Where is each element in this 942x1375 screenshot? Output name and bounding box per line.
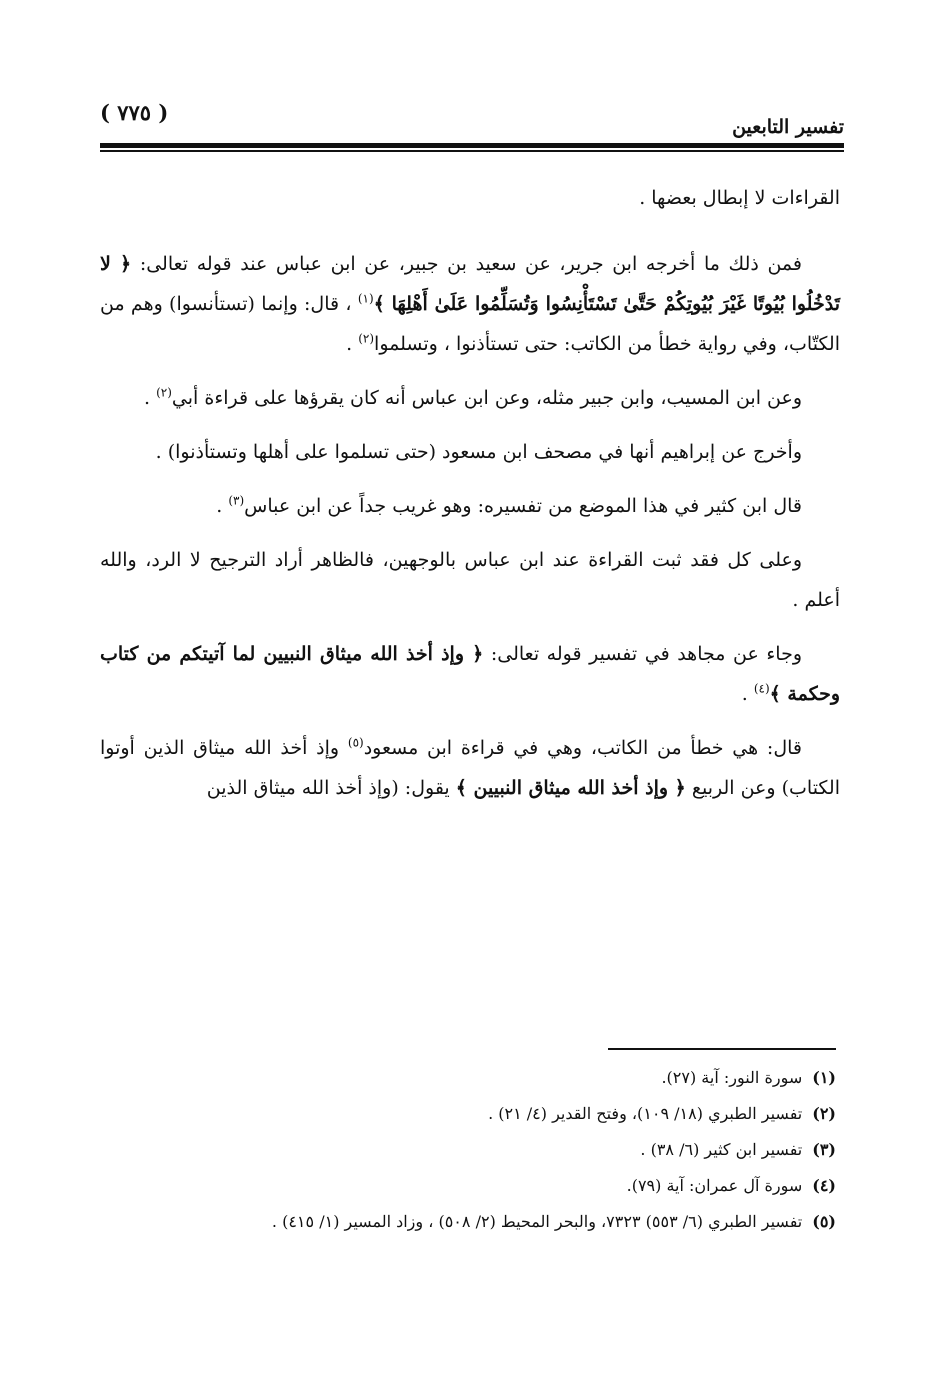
paragraph-text: . <box>216 495 229 517</box>
footnote-text: سورة آل عمران: آية (٧٩). <box>626 1176 803 1195</box>
paragraph <box>100 486 840 526</box>
footnote-text: سورة النور: آية (٢٧). <box>661 1068 803 1087</box>
paragraph <box>100 378 840 418</box>
paragraph-text: فمن ذلك ما أخرجه ابن جرير، عن سعيد بن جبير، عن ابن عباس عند قوله تعالى: <box>131 253 802 275</box>
paragraph-text: ، قال: وإنما (تستأنسوا) وهم من الكتّاب، وفي رواية خطأ من الكاتب: حتى تستأذنوا ، وتسلموا <box>100 293 840 355</box>
paragraph-text: . <box>346 333 359 355</box>
footnote-ref: (٢) <box>156 385 172 400</box>
footnote-text: تفسير الطبري (١٨/ ١٠٩)، وفتح القدير (٤/ ٢١) . <box>488 1104 803 1123</box>
paragraph-text: وأخرج عن إبراهيم أنها في مصحف ابن مسعود (حتى تسلموا على أهلها وتستأذنوا) . <box>155 441 802 463</box>
header-rule-thick <box>100 143 844 148</box>
paragraph-text: قال ابن كثير في هذا الموضع من تفسيره: وهو غريب جداً عن ابن عباس <box>244 495 802 517</box>
footnote-ref: (٤) <box>753 681 770 696</box>
footnote-number: (٢) <box>812 1104 836 1123</box>
footnote-number: (١) <box>812 1068 836 1087</box>
body-text <box>100 178 840 822</box>
quran-quote: ﴿ لا تَدْخُلُوا بُيُوتًا غَيْرَ بُيُوتِكُمْ حَتَّىٰ تَسْتَأْنِسُوا وَتُسَلِّمُوا عَلَىٰ أَهْلِهَا ﴾ <box>100 253 840 315</box>
paragraph <box>100 244 840 364</box>
paragraph-text: . <box>741 683 754 705</box>
paragraph-text: وإذ أخذ الله ميثاق الذين أوتوا الكتاب) وعن الربيع <box>100 737 840 799</box>
running-title: تفسير التابعين <box>732 116 844 138</box>
paragraph-text: . <box>144 387 157 409</box>
paragraph <box>100 540 840 620</box>
footnotes <box>100 1060 836 1240</box>
footnote-separator <box>608 1048 836 1050</box>
page-number: ( ٧٧٥ ) <box>100 100 169 125</box>
footnote-text: تفسير الطبري (٦/ ٥٥٣) ٧٣٢٣، والبحر المحيط (٢/ ٥٠٨) ، وزاد المسير (١/ ٤١٥) . <box>271 1212 803 1231</box>
footnote-number: (٤) <box>812 1176 836 1195</box>
quran-quote: ﴿ وإذ أخذ الله ميثاق النبيين لما آتيتكم من كتاب وحكمة ﴾ <box>100 643 840 705</box>
paragraph <box>100 178 840 218</box>
paragraph <box>100 728 840 808</box>
footnote <box>100 1060 836 1096</box>
paragraph-text: قال: هي خطأ من الكاتب، وهي في قراءة ابن مسعود <box>363 737 803 759</box>
paragraph-text: وجاء عن مجاهد في تفسير قوله تعالى: <box>483 643 802 665</box>
footnote <box>100 1132 836 1168</box>
footnote-ref: (٢) <box>358 331 375 346</box>
footnote-ref: (١) <box>357 291 374 306</box>
paragraph-text: وعن ابن المسيب، وابن جبير مثله، وعن ابن عباس أنه كان يقرؤها على قراءة أبي <box>171 387 802 409</box>
footnote <box>100 1168 836 1204</box>
paragraph-text: وعلى كل فقد ثبت القراءة عند ابن عباس بالوجهين، فالظاهر أراد الترجيح لا الرد، والله أعلم . <box>100 549 840 611</box>
footnote-number: (٣) <box>812 1140 836 1159</box>
footnote <box>100 1096 836 1132</box>
footnote-text: تفسير ابن كثير (٦/ ٣٨) . <box>640 1140 803 1159</box>
footnote-ref: (٣) <box>228 493 245 508</box>
header-rule-thin <box>100 150 844 152</box>
page-header <box>100 96 844 146</box>
footnote-ref: (٥) <box>347 735 364 750</box>
footnote-number: (٥) <box>812 1212 836 1231</box>
footnote <box>100 1204 836 1240</box>
paragraph-text: يقول: (وإذ أخذ الله ميثاق الذين <box>206 777 456 799</box>
paragraph <box>100 634 840 714</box>
paragraph-text: القراءات لا إبطال بعضها . <box>639 187 840 209</box>
paragraph <box>100 432 840 472</box>
quran-quote: ﴿ وإذ أخذ الله ميثاق النبيين ﴾ <box>455 777 686 799</box>
